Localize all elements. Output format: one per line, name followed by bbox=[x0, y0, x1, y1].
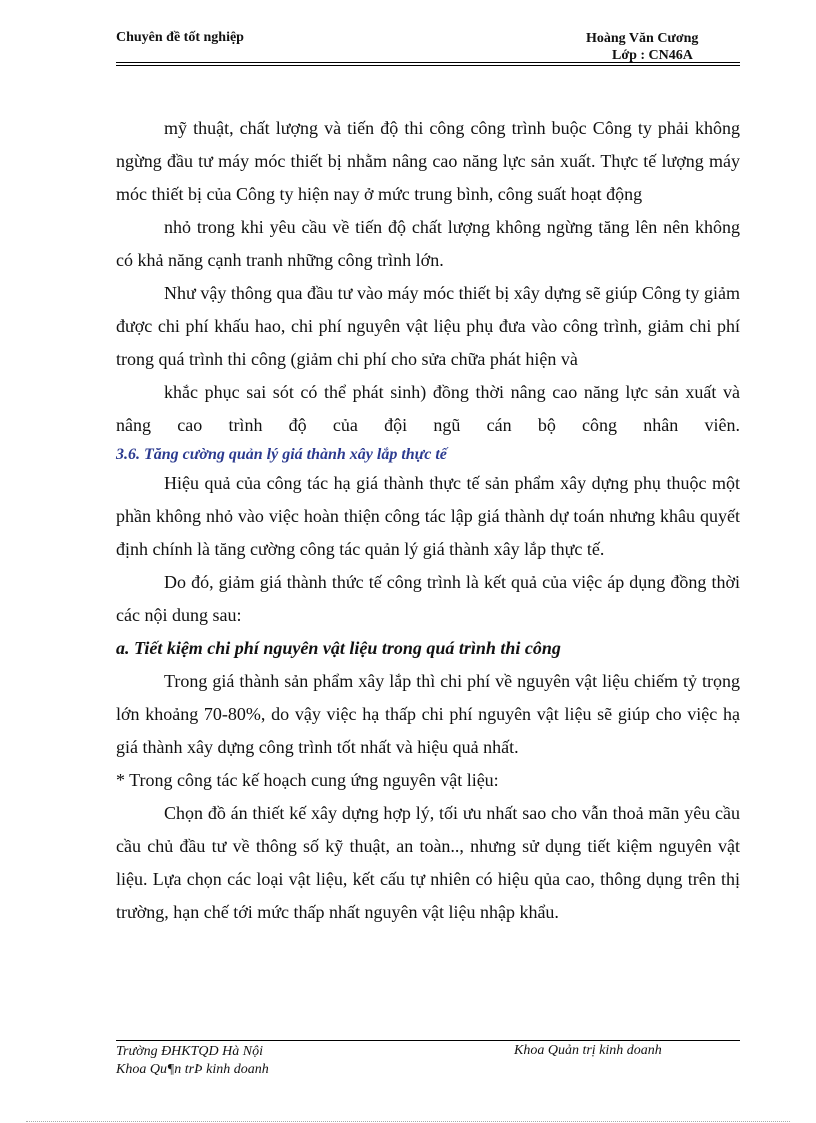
paragraph: Hiệu quả của công tác hạ giá thành thực tế sản phẩm xây dựng phụ thuộc một phần không nhỏ vào việc hoàn thiện công tác lập giá thành dự toán nhưng khâu quyết định chính là tăng cường công tác quản lý giá thành xây lắp thực tế. bbox=[116, 473, 740, 559]
paragraph: khắc phục sai sót có thể phát sinh) đồng thời nâng cao năng lực sản xuất và nâng cao trình độ của đội ngũ cán bộ công nhân viên. bbox=[116, 382, 740, 435]
author-name: Hoàng Văn Cương bbox=[586, 31, 699, 46]
paragraph: Do đó, giảm giá thành thức tế công trình là kết quả của việc áp dụng đồng thời các nội dung sau: bbox=[116, 572, 740, 625]
paragraph: Chọn đồ án thiết kế xây dựng hợp lý, tối ưu nhất sao cho vẫn thoả mãn yêu cầu cầu chủ đầu tư về thông số kỹ thuật, an toàn.., nhưng sử dụng tiết kiệm nguyên vật liệu. Lựa chọn các loại vật liệu, kết cấu tự nhiên có hiệu qủa cao, thông dụng trên thị trường, hạn chế tới mức thấp nhất nguyên vật liệu nhập khẩu. bbox=[116, 803, 740, 922]
paragraph: nhỏ trong khi yêu cầu về tiến độ chất lượng không ngừng tăng lên nên không có khả năng cạnh tranh những công trình lớn. bbox=[116, 217, 740, 270]
footer-rule bbox=[116, 1040, 740, 1041]
department-garbled: Khoa Qu¶n trÞ kinh doanh bbox=[116, 1062, 269, 1077]
school-name: Trường ĐHKTQD Hà Nội bbox=[116, 1044, 263, 1059]
bullet-line: * Trong công tác kế hoạch cung ứng nguyên vật liệu: bbox=[116, 770, 499, 790]
page-body bbox=[116, 112, 740, 929]
header-rule-top bbox=[116, 62, 740, 63]
page-header bbox=[116, 28, 740, 68]
paragraph: Như vậy thông qua đầu tư vào máy móc thiết bị xây dựng sẽ giúp Công ty giảm được chi phí khấu hao, chi phí nguyên vật liệu phụ đưa vào công trình, giảm chi phí trong quá trình thi công (giảm chi phí cho sửa chữa phát hiện và bbox=[116, 283, 740, 369]
page-footer bbox=[116, 1040, 740, 1077]
class-label: Lớp : CN46A bbox=[612, 48, 693, 63]
header-rule-bottom bbox=[116, 65, 740, 66]
subsection-heading: a. Tiết kiệm chi phí nguyên vật liệu trong quá trình thi công bbox=[116, 638, 561, 658]
document-title: Chuyên đề tốt nghiệp bbox=[116, 30, 244, 45]
author-block bbox=[586, 30, 698, 64]
footer-left bbox=[116, 1043, 269, 1079]
section-heading: 3.6. Tăng cường quản lý giá thành xây lắp thực tế bbox=[116, 446, 447, 463]
department-name: Khoa Quản trị kinh doanh bbox=[514, 1043, 662, 1058]
paragraph: Trong giá thành sản phẩm xây lắp thì chi phí về nguyên vật liệu chiếm tỷ trọng lớn khoảng 70-80%, do vậy việc hạ thấp chi phí nguyên vật liệu sẽ giúp cho việc hạ giá thành xây dựng công trình tốt nhất và hiệu quả nhất. bbox=[116, 671, 740, 757]
paragraph: mỹ thuật, chất lượng và tiến độ thi công công trình buộc Công ty phải không ngừng đầu tư máy móc thiết bị nhằm nâng cao năng lực sản xuất. Thực tế lượng máy móc thiết bị của Công ty hiện nay ở mức trung bình, công suất hoạt động bbox=[116, 118, 740, 204]
page-edge bbox=[26, 1121, 790, 1122]
